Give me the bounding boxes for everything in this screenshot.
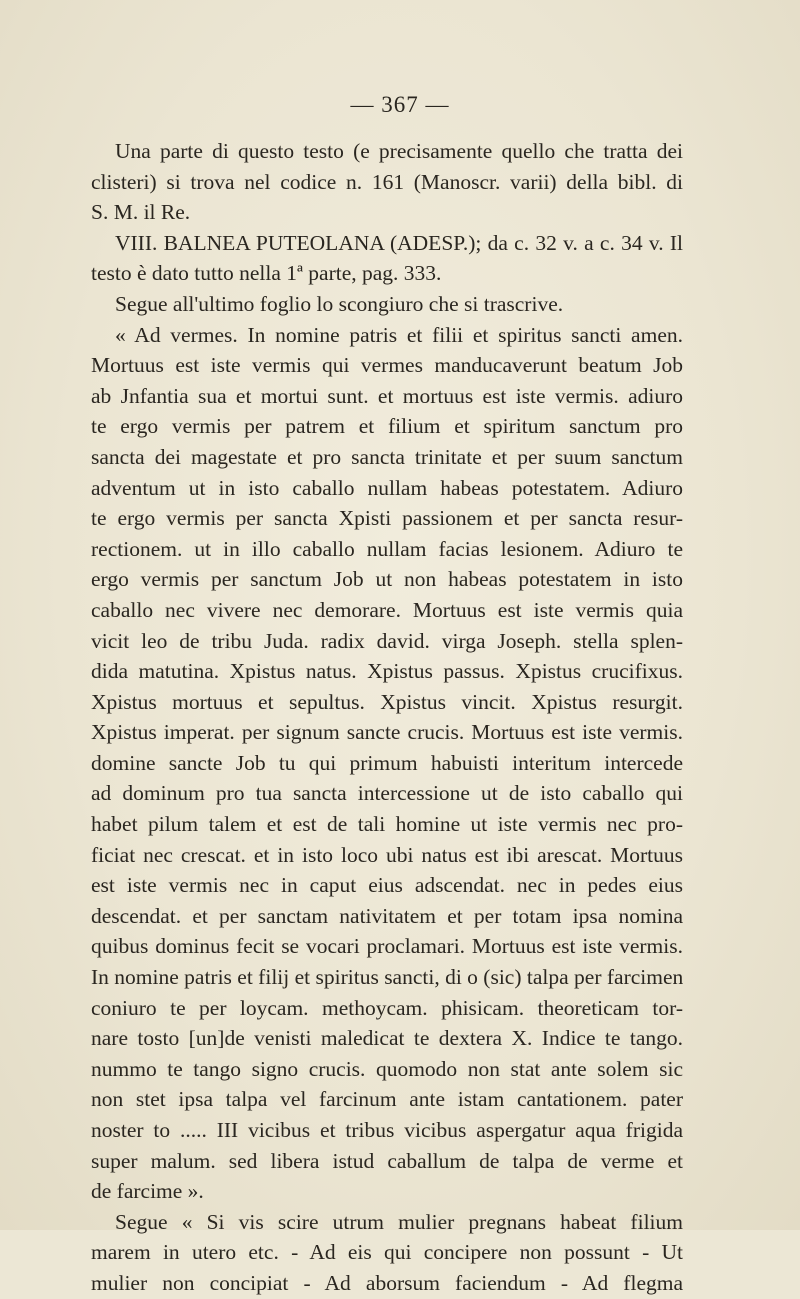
text-line: In nomine patris et filij et spiritus sancti, di o (sic) talpa per farcimen [91,965,684,990]
text-line: noster to ..... III vicibus et tribus vicibus aspergatur aqua frigida [91,1118,683,1142]
text-line: habet pilum talem et est de tali homine ut iste vermis nec pro- [91,812,683,837]
text-line: est iste vermis nec in caput eius adscendat. nec in pedes eius [91,873,683,898]
text-line: Mortuus est iste vermis qui vermes manducaverunt beatum Job [91,353,683,378]
text-line: ab Jnfantia sua et mortui sunt. et mortuus est iste vermis. adiuro [91,383,683,408]
text-line: « Ad vermes. In nomine patris et filii et spiritus sancti amen. [115,322,683,347]
text-line: marem in utero etc. - Ad eis qui concipere non possunt - Ut [91,1240,683,1265]
text-line: Segue all'ultimo foglio lo scongiuro che si trascrive. [115,291,564,316]
text-line: testo è dato tutto nella 1ª parte, pag. 333. [91,261,442,286]
page-number: — 367 — [350,92,450,117]
text-line: descendat. et per sanctam nativitatem et per totam ipsa nomina [91,903,683,928]
text-line: ad dominum pro tua sancta intercessione ut de isto caballo qui [91,781,683,806]
text-line: caballo nec vivere nec demorare. Mortuus est iste vermis quia [91,597,683,622]
text-line: adventum ut in isto caballo nullam habeas potestatem. Adiuro [91,475,683,500]
text-line: ergo vermis per sanctum Job ut non habeas potestatem in isto [91,567,683,592]
text-line: coniuro te per loycam. methoycam. phisicam. theoreticam tor- [91,995,683,1020]
text-line: nummo te tango signo crucis. quomodo non stat ante solem sic [91,1056,683,1081]
body-text [91,136,683,1299]
text-line: Segue « Si vis scire utrum mulier pregnans habeat filium [115,1209,683,1234]
text-line: te ergo vermis per patrem et filium et spiritum sanctum pro [91,414,683,439]
text-line: Una parte di questo testo (e precisamente quello che tratta dei [115,139,683,163]
text-line: S. M. il Re. [91,200,191,225]
text-line: quibus dominus fecit se vocari proclamari. Mortuus est iste vermis. [91,934,683,959]
text-line: de farcime ». [91,1179,204,1204]
text-line: domine sancte Job tu qui primum habuisti interitum intercede [91,750,683,775]
text-line: mulier non concipiat - Ad aborsum faciendum - Ad flegma [91,1270,683,1295]
text-line: ficiat nec crescat. et in isto loco ubi natus est ibi arescat. Mortuus [91,842,683,867]
text-line: VIII. BALNEA PUTEOLANA (ADESP.); da c. 32 v. a c. 34 v. Il [115,230,683,255]
text-line: super malum. sed libera istud caballum de talpa de verme et [91,1148,683,1173]
text-line: Xpistus imperat. per signum sancte crucis. Mortuus est iste vermis. [91,720,683,745]
text-line: dida matutina. Xpistus natus. Xpistus passus. Xpistus crucifixus. [91,659,683,684]
text-line: clisteri) si trova nel codice n. 161 (Manoscr. varii) della bibl. di [91,169,683,194]
text-line: vicit leo de tribu Juda. radix david. virga Joseph. stella splen- [91,628,683,653]
text-line: te ergo vermis per sancta Xpisti passionem et per sancta resur- [91,506,683,531]
text-line: rectionem. ut in illo caballo nullam facias lesionem. Adiuro te [91,536,683,561]
text-line: sancta dei magestate et pro sancta trinitate et per suum sanctum [91,444,683,469]
text-line: non stet ipsa talpa vel farcinum ante istam cantationem. pater [91,1087,683,1112]
text-line: nare tosto [un]de venisti maledicat te dextera X. Indice te tango. [91,1026,683,1051]
text-line: Xpistus mortuus et sepultus. Xpistus vincit. Xpistus resurgit. [91,689,683,714]
